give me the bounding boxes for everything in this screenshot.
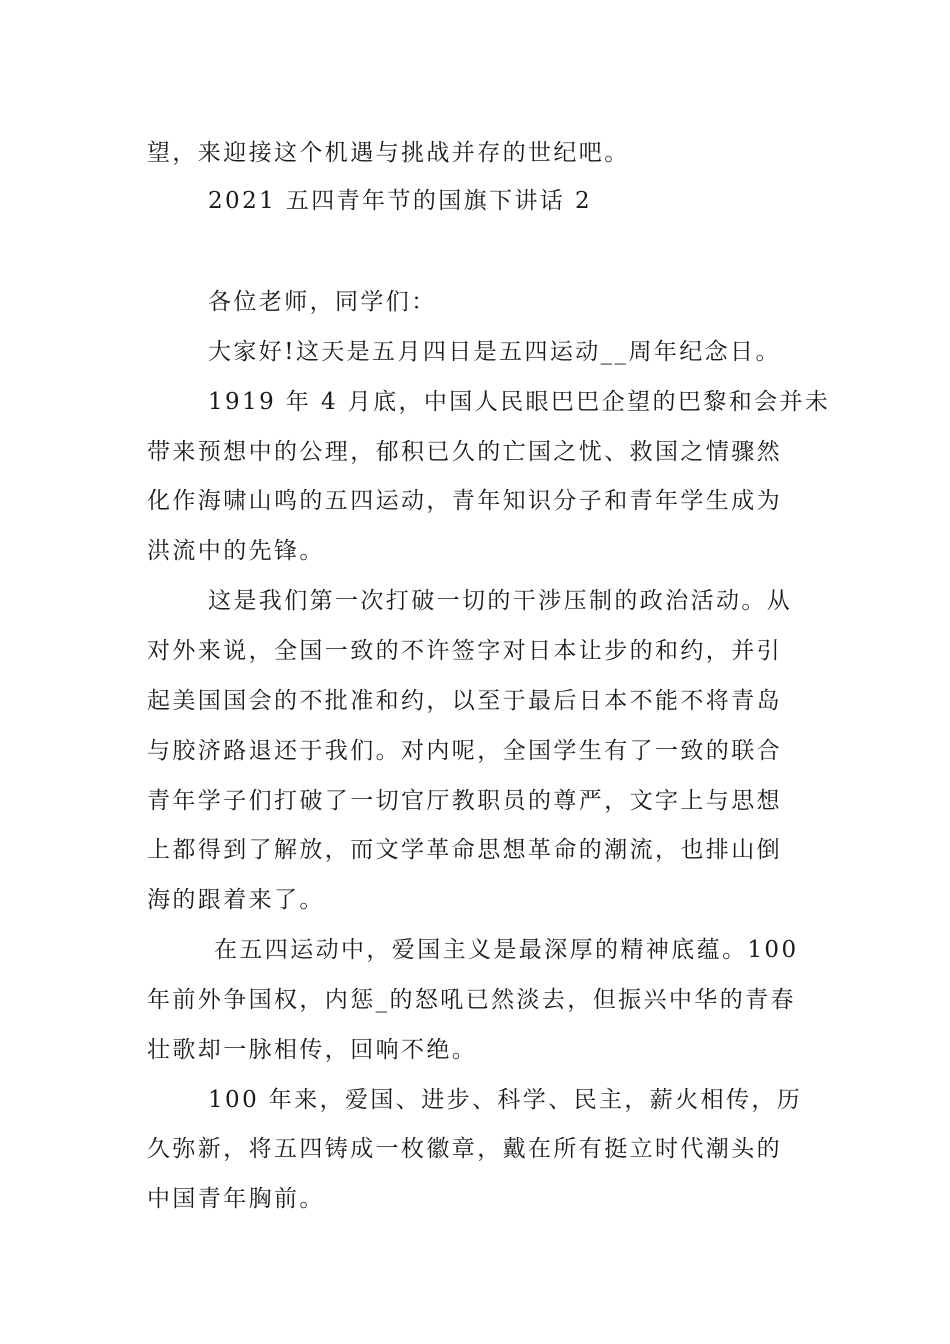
- text-line: 大家好!这天是五月四日是五四运动__周年纪念日。: [208, 339, 781, 365]
- text-line: 久弥新，将五四铸成一枚徽章，戴在所有挺立时代潮头的: [147, 1136, 782, 1162]
- text-line: 起美国国会的不批准和约，以至于最后日本不能不将青岛: [147, 688, 782, 714]
- text-line: 对外来说，全国一致的不许签字对日本让步的和约，并引: [147, 638, 782, 664]
- text-line: 壮歌却一脉相传，回响不绝。: [147, 1037, 478, 1063]
- text-line: 1919 年 4 月底，中国人民眼巴巴企望的巴黎和会并未: [208, 389, 831, 415]
- greeting-line: 各位老师，同学们：: [208, 289, 437, 315]
- text-line: 100 年来，爱国、进步、科学、民主，薪火相传，历: [208, 1087, 803, 1113]
- text-line: 年前外争国权，内惩_的怒吼已然淡去，但振兴中华的青春: [147, 987, 796, 1013]
- text-line: 海的跟着来了。: [147, 887, 325, 913]
- text-line: 与胶济路退还于我们。对内呢，全国学生有了一致的联合: [147, 738, 782, 764]
- text-line: 带来预想中的公理，郁积已久的亡国之忧、救国之情骤然: [147, 439, 782, 465]
- section-title: 2021 五四青年节的国旗下讲话 2: [208, 188, 592, 214]
- text-line: 中国青年胸前。: [147, 1186, 325, 1212]
- text-line: 在五四运动中，爱国主义是最深厚的精神底蕴。100: [214, 937, 799, 963]
- text-line: 青年学子们打破了一切官厅教职员的尊严，文字上与思想: [147, 788, 782, 814]
- text-line: 这是我们第一次打破一切的干涉压制的政治活动。从: [208, 588, 793, 614]
- text-line: 化作海啸山鸣的五四运动，青年知识分子和青年学生成为: [147, 488, 782, 514]
- text-line: 上都得到了解放，而文学革命思想革命的潮流，也排山倒: [147, 837, 782, 863]
- text-line: 望，来迎接这个机遇与挑战并存的世纪吧。: [147, 140, 630, 166]
- text-line: 洪流中的先锋。: [147, 538, 325, 564]
